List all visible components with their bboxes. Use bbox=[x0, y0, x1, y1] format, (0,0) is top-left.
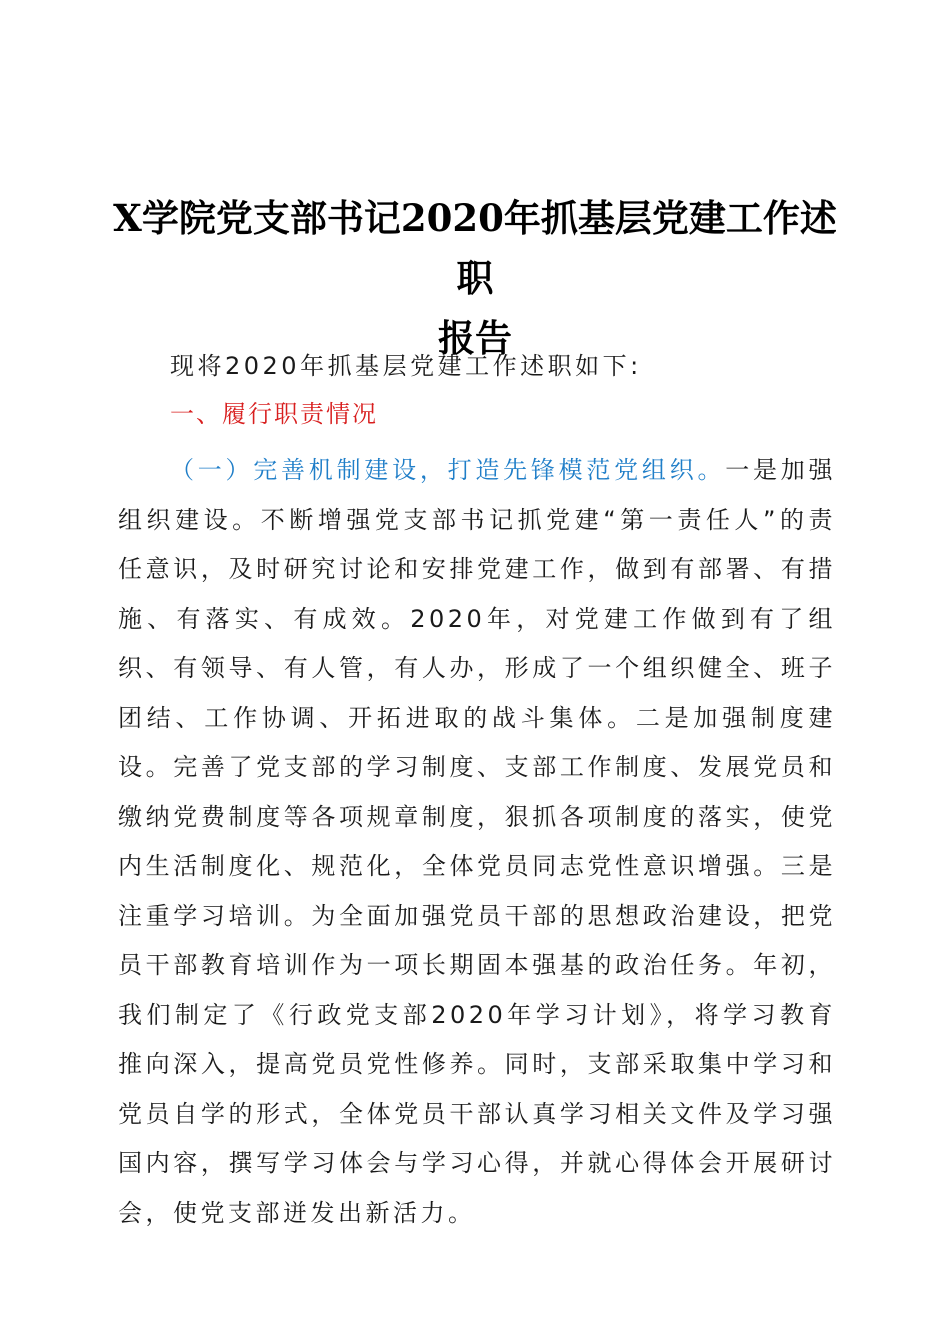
paragraph-text: 一是加强组织建设。不断增强党支部书记抓党建“第一责任人”的责任意识，及时研究讨论和安排党建工作，做到有部署、有措施、有落实、有成效。2020年，对党建工作做到有了组织、有领导、有人管，有人办，形成了一个组织健全、班子团结、工作协调、开拓进取的战斗集体。二是加强制度建设。完善了党支部的学习制度、支部工作制度、发展党员和缴纳党费制度等各项规章制度，狠抓各项制度的落实，使党内生活制度化、规范化，全体党员同志党性意识增强。三是注重学习培训。为全面加强党员干部的思想政治建设，把党员干部教育培训作为一项长期固本强基的政治任务。年初，我们制定了《行政党支部2020年学习计划》，将学习教育推向深入，提高党员党性修养。同时，支部采取集中学习和党员自学的形式，全体党员干部认真学习相关文件及学习强国内容，撰写学习体会与学习心得，并就心得体会开展研讨会，使党支部迸发出新活力。 bbox=[118, 456, 837, 1227]
section-heading: 一、履行职责情况 bbox=[170, 400, 378, 428]
title-line-1: X学院党支部书记2020年抓基层党建工作述职 bbox=[113, 196, 837, 300]
intro-paragraph: 现将2020年抓基层党建工作述职如下: bbox=[170, 352, 642, 380]
title-line-2: 报告 bbox=[438, 316, 512, 360]
body-paragraph bbox=[118, 446, 836, 1238]
document-title bbox=[100, 188, 850, 368]
paragraph-subheading: （一）完善机制建设，打造先锋模范党组织。 bbox=[170, 456, 726, 484]
